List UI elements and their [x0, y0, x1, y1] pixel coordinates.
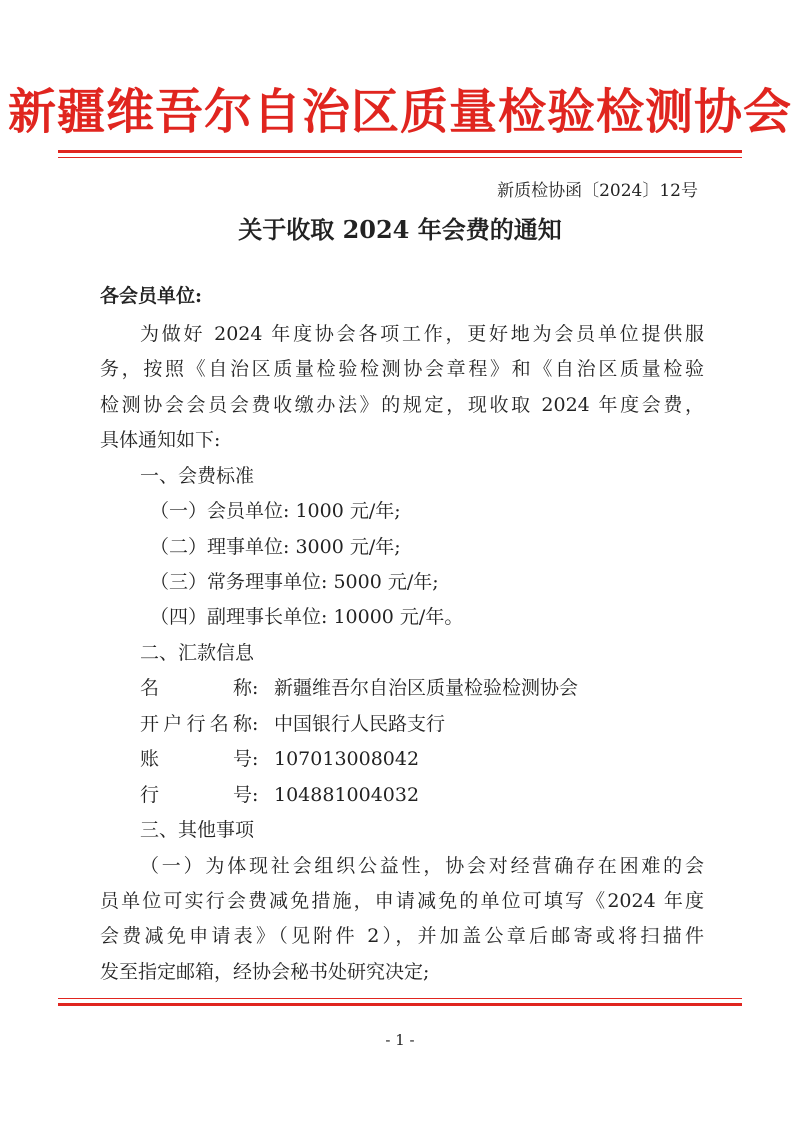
remittance-colon: :	[252, 784, 259, 806]
intro-line: 具体通知如下:	[100, 429, 221, 451]
remittance-label: 开户行名称	[140, 713, 252, 735]
intro-line: 检测协会会员会费收缴办法》的规定，现收取 2024 年度会费，	[100, 394, 704, 416]
remittance-row	[140, 675, 578, 701]
header-red-rule-thick	[58, 150, 742, 153]
remittance-colon: :	[252, 713, 259, 735]
footer-red-rule-thin	[58, 998, 742, 999]
organization-title: 新疆维吾尔自治区质量检验检测协会	[7, 84, 792, 140]
fee-item: （二）理事单位: 3000 元/年;	[150, 536, 401, 558]
remittance-label: 行号	[140, 784, 252, 806]
document-number: 新质检协函〔2024〕12号	[497, 181, 698, 201]
remittance-label: 名称	[140, 677, 252, 699]
remittance-value: 104881004032	[274, 784, 420, 806]
section-heading-fee-standard: 一、会费标准	[140, 465, 255, 487]
remittance-value: 中国银行人民路支行	[274, 713, 446, 735]
remittance-row	[140, 711, 445, 737]
salutation: 各会员单位:	[100, 285, 203, 307]
remittance-colon: :	[252, 677, 259, 699]
fee-item: （四）副理事长单位: 10000 元/年。	[150, 606, 464, 628]
remittance-value: 新疆维吾尔自治区质量检验检测协会	[274, 677, 579, 699]
fee-item: （一）会员单位: 1000 元/年;	[150, 500, 401, 522]
page-number: - 1 -	[385, 1031, 415, 1049]
fee-item: （三）常务理事单位: 5000 元/年;	[150, 571, 439, 593]
remittance-row	[140, 782, 419, 808]
section-heading-remittance: 二、汇款信息	[140, 642, 255, 664]
remittance-colon: :	[252, 748, 259, 770]
remittance-value: 107013008042	[274, 748, 420, 770]
header-red-rule-thin	[58, 157, 742, 158]
document-title: 关于收取 2024 年会费的通知	[238, 215, 562, 244]
remittance-row	[140, 746, 419, 772]
other-matters-line: 会费减免申请表》（见附件 2），并加盖公章后邮寄或将扫描件	[100, 925, 704, 947]
intro-line: 务，按照《自治区质量检验检测协会章程》和《自治区质量检验	[100, 358, 704, 380]
intro-line: 为做好 2024 年度协会各项工作，更好地为会员单位提供服	[140, 323, 704, 345]
footer-red-rule-thick	[58, 1003, 742, 1006]
other-matters-line: （一）为体现社会组织公益性，协会对经营确存在困难的会	[140, 855, 704, 877]
other-matters-line: 发至指定邮箱，经协会秘书处研究决定;	[100, 961, 430, 983]
remittance-label: 账号	[140, 748, 252, 770]
section-heading-other-matters: 三、其他事项	[140, 819, 255, 841]
other-matters-line: 员单位可实行会费减免措施，申请减免的单位可填写《2024 年度	[100, 890, 704, 912]
